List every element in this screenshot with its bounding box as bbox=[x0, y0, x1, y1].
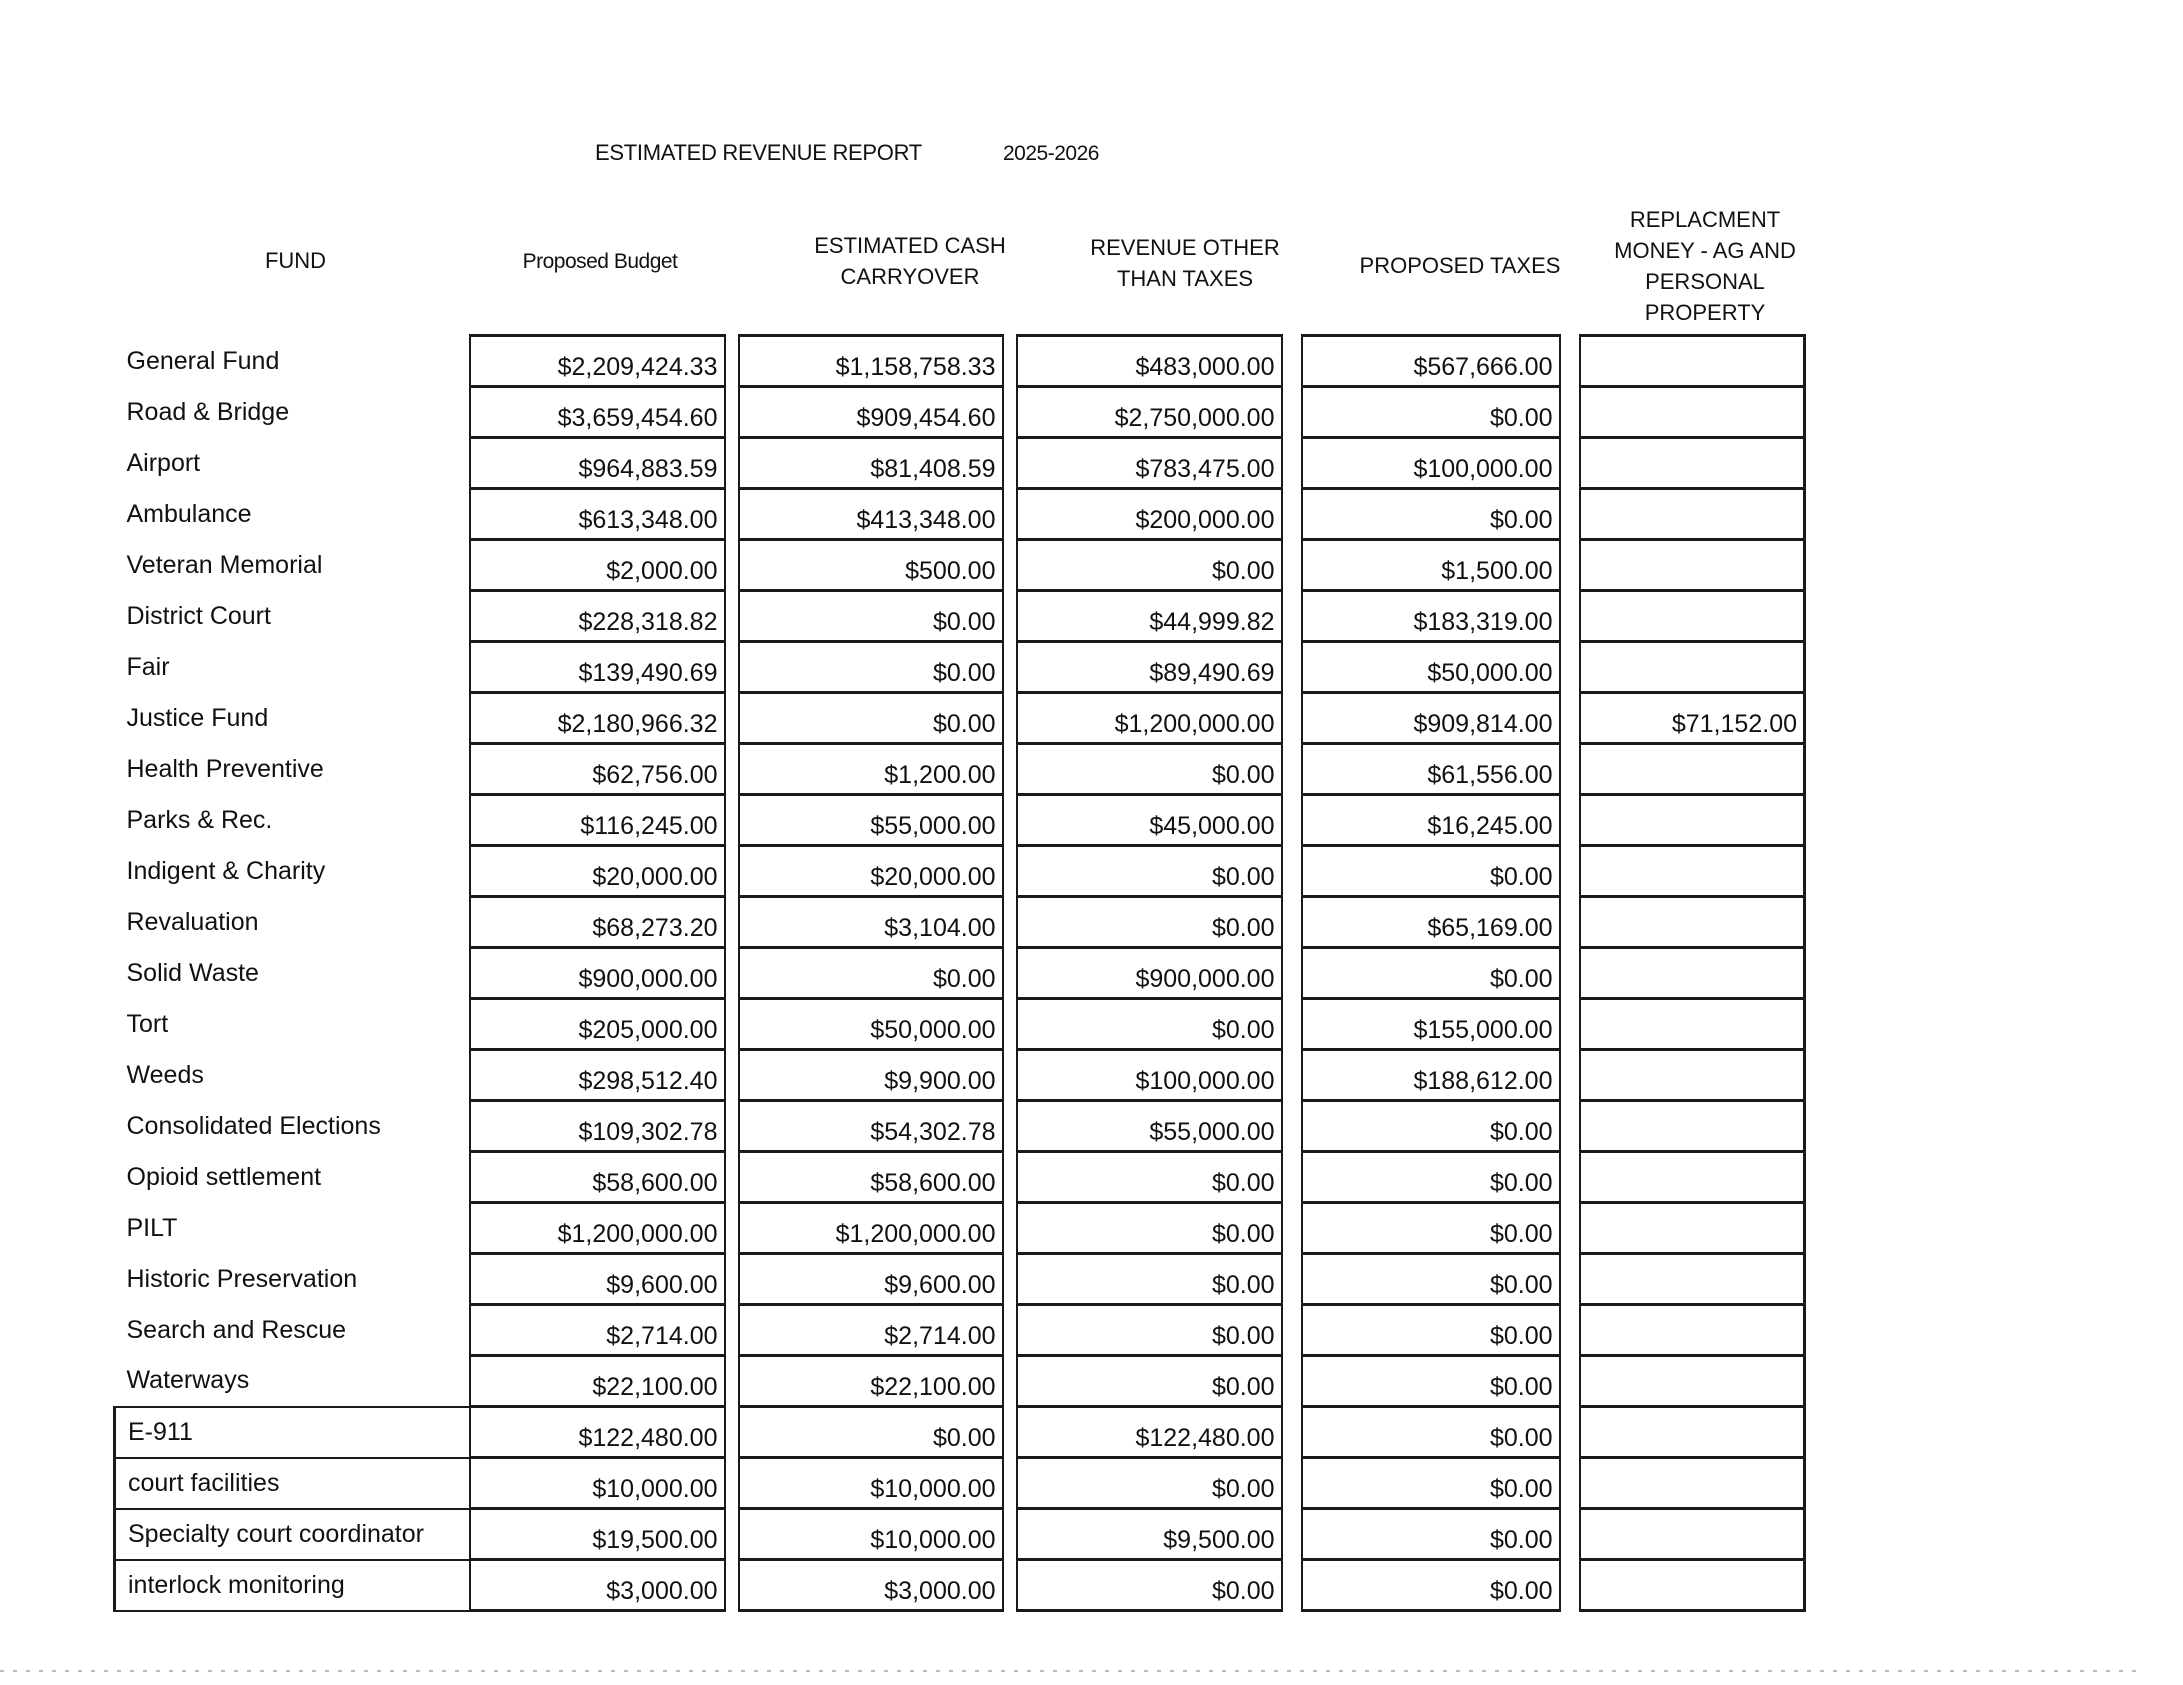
replacement-money-cell bbox=[1580, 540, 1805, 591]
column-gap bbox=[725, 999, 739, 1050]
fiscal-year: 2025-2026 bbox=[1003, 142, 1099, 165]
fund-name-cell: Search and Rescue bbox=[126, 1315, 347, 1344]
column-gap bbox=[1282, 897, 1302, 948]
revenue-other-cell: $0.00 bbox=[1017, 744, 1282, 795]
fund-name-cell: interlock monitoring bbox=[115, 1560, 470, 1611]
proposed-budget-cell: $116,245.00 bbox=[470, 795, 725, 846]
proposed-budget-cell: $122,480.00 bbox=[470, 1407, 725, 1458]
table-row bbox=[115, 1152, 1805, 1203]
table-row bbox=[115, 1050, 1805, 1101]
proposed-taxes-cell: $0.00 bbox=[1302, 1152, 1560, 1203]
cash-carryover-cell: $909,454.60 bbox=[739, 387, 1003, 438]
fund-name-cell: Solid Waste bbox=[126, 958, 259, 987]
revenue-other-cell: $0.00 bbox=[1017, 999, 1282, 1050]
column-gap bbox=[725, 1356, 739, 1407]
column-gap bbox=[1003, 1509, 1017, 1560]
proposed-budget-cell: $298,512.40 bbox=[470, 1050, 725, 1101]
column-gap bbox=[1560, 1407, 1580, 1458]
proposed-budget-cell: $19,500.00 bbox=[470, 1509, 725, 1560]
revenue-other-cell: $0.00 bbox=[1017, 1458, 1282, 1509]
cash-carryover-cell: $10,000.00 bbox=[739, 1509, 1003, 1560]
column-gap bbox=[725, 1101, 739, 1152]
proposed-taxes-cell: $0.00 bbox=[1302, 846, 1560, 897]
column-gap bbox=[725, 540, 739, 591]
column-gap bbox=[725, 1458, 739, 1509]
revenue-other-cell: $0.00 bbox=[1017, 540, 1282, 591]
column-gap bbox=[1003, 1050, 1017, 1101]
column-gap bbox=[1003, 897, 1017, 948]
column-gap bbox=[1560, 1509, 1580, 1560]
column-gap bbox=[1560, 948, 1580, 999]
proposed-taxes-cell: $0.00 bbox=[1302, 1407, 1560, 1458]
proposed-budget-cell: $228,318.82 bbox=[470, 591, 725, 642]
revenue-other-cell: $1,200,000.00 bbox=[1017, 693, 1282, 744]
cash-carryover-cell: $1,158,758.33 bbox=[739, 336, 1003, 387]
column-gap bbox=[1003, 1305, 1017, 1356]
column-gap bbox=[1560, 999, 1580, 1050]
column-gap bbox=[1003, 1101, 1017, 1152]
column-gap bbox=[725, 1254, 739, 1305]
fund-name-cell: Indigent & Charity bbox=[126, 856, 326, 885]
table-row bbox=[115, 999, 1805, 1050]
proposed-budget-cell: $2,209,424.33 bbox=[470, 336, 725, 387]
column-gap bbox=[1282, 1152, 1302, 1203]
table-row bbox=[115, 897, 1805, 948]
table-row bbox=[115, 1407, 1805, 1458]
cash-carryover-cell: $500.00 bbox=[739, 540, 1003, 591]
column-gap bbox=[1560, 897, 1580, 948]
proposed-taxes-cell: $0.00 bbox=[1302, 1356, 1560, 1407]
table-row bbox=[115, 540, 1805, 591]
column-gap bbox=[725, 438, 739, 489]
column-gap bbox=[1282, 540, 1302, 591]
revenue-other-cell: $0.00 bbox=[1017, 1203, 1282, 1254]
table-row bbox=[115, 1458, 1805, 1509]
cash-carryover-cell: $0.00 bbox=[739, 591, 1003, 642]
proposed-taxes-cell: $0.00 bbox=[1302, 1458, 1560, 1509]
proposed-taxes-cell: $0.00 bbox=[1302, 1203, 1560, 1254]
cash-carryover-cell: $81,408.59 bbox=[739, 438, 1003, 489]
cash-carryover-cell: $10,000.00 bbox=[739, 1458, 1003, 1509]
header-replacement-money: REPLACMENT MONEY - AG AND PERSONAL PROPERTY bbox=[1614, 207, 1796, 325]
column-gap bbox=[1003, 642, 1017, 693]
column-gap bbox=[1003, 540, 1017, 591]
column-gap bbox=[1282, 1254, 1302, 1305]
proposed-budget-cell: $2,180,966.32 bbox=[470, 693, 725, 744]
column-gap bbox=[1003, 1203, 1017, 1254]
revenue-other-cell: $200,000.00 bbox=[1017, 489, 1282, 540]
column-gap bbox=[1282, 1407, 1302, 1458]
proposed-taxes-cell: $188,612.00 bbox=[1302, 1050, 1560, 1101]
revenue-other-cell: $0.00 bbox=[1017, 1356, 1282, 1407]
column-gap bbox=[1560, 438, 1580, 489]
replacement-money-cell bbox=[1580, 336, 1805, 387]
cash-carryover-cell: $1,200,000.00 bbox=[739, 1203, 1003, 1254]
proposed-taxes-cell: $0.00 bbox=[1302, 1305, 1560, 1356]
fund-name-cell: Weeds bbox=[126, 1060, 204, 1089]
column-gap bbox=[1282, 336, 1302, 387]
replacement-money-cell bbox=[1580, 795, 1805, 846]
column-gap bbox=[1282, 1458, 1302, 1509]
table-row bbox=[115, 1560, 1805, 1611]
revenue-other-cell: $89,490.69 bbox=[1017, 642, 1282, 693]
table-row bbox=[115, 438, 1805, 489]
column-gap bbox=[725, 1050, 739, 1101]
proposed-budget-cell: $58,600.00 bbox=[470, 1152, 725, 1203]
column-gap bbox=[1282, 642, 1302, 693]
fund-name-cell: District Court bbox=[126, 601, 271, 630]
proposed-taxes-cell: $0.00 bbox=[1302, 1509, 1560, 1560]
column-gap bbox=[725, 1560, 739, 1611]
table-row bbox=[115, 489, 1805, 540]
revenue-other-cell: $483,000.00 bbox=[1017, 336, 1282, 387]
column-gap bbox=[1282, 387, 1302, 438]
cash-carryover-cell: $55,000.00 bbox=[739, 795, 1003, 846]
cash-carryover-cell: $2,714.00 bbox=[739, 1305, 1003, 1356]
column-gap bbox=[1560, 1356, 1580, 1407]
column-gap bbox=[1282, 1203, 1302, 1254]
table-row bbox=[115, 846, 1805, 897]
column-gap bbox=[725, 795, 739, 846]
column-gap bbox=[1282, 1305, 1302, 1356]
proposed-budget-cell: $9,600.00 bbox=[470, 1254, 725, 1305]
column-gap bbox=[725, 1152, 739, 1203]
replacement-money-cell bbox=[1580, 1356, 1805, 1407]
proposed-budget-cell: $205,000.00 bbox=[470, 999, 725, 1050]
replacement-money-cell bbox=[1580, 1407, 1805, 1458]
replacement-money-cell bbox=[1580, 897, 1805, 948]
proposed-taxes-cell: $1,500.00 bbox=[1302, 540, 1560, 591]
proposed-budget-cell: $22,100.00 bbox=[470, 1356, 725, 1407]
revenue-other-cell: $0.00 bbox=[1017, 846, 1282, 897]
revenue-other-cell: $900,000.00 bbox=[1017, 948, 1282, 999]
column-gap bbox=[1560, 1203, 1580, 1254]
column-gap bbox=[1003, 1254, 1017, 1305]
column-gap bbox=[725, 744, 739, 795]
replacement-money-cell bbox=[1580, 1254, 1805, 1305]
fund-name-cell: Ambulance bbox=[126, 499, 252, 528]
column-gap bbox=[1282, 948, 1302, 999]
proposed-taxes-cell: $50,000.00 bbox=[1302, 642, 1560, 693]
revenue-other-cell: $55,000.00 bbox=[1017, 1101, 1282, 1152]
column-gap bbox=[1560, 387, 1580, 438]
column-gap bbox=[1560, 1560, 1580, 1611]
column-gap bbox=[1282, 1560, 1302, 1611]
fund-name-cell: Veteran Memorial bbox=[126, 550, 323, 579]
fund-name-cell: Revaluation bbox=[126, 907, 259, 936]
column-gap bbox=[1003, 1356, 1017, 1407]
column-gap bbox=[1282, 693, 1302, 744]
table-row bbox=[115, 1509, 1805, 1560]
replacement-money-cell bbox=[1580, 438, 1805, 489]
proposed-taxes-cell: $16,245.00 bbox=[1302, 795, 1560, 846]
column-gap bbox=[1560, 540, 1580, 591]
proposed-taxes-cell: $0.00 bbox=[1302, 387, 1560, 438]
column-gap bbox=[1560, 795, 1580, 846]
cash-carryover-cell: $0.00 bbox=[739, 693, 1003, 744]
column-gap bbox=[725, 1407, 739, 1458]
column-gap bbox=[1560, 489, 1580, 540]
cash-carryover-cell: $54,302.78 bbox=[739, 1101, 1003, 1152]
column-gap bbox=[1560, 1305, 1580, 1356]
column-gap bbox=[1003, 1560, 1017, 1611]
fund-name-cell: Waterways bbox=[126, 1366, 250, 1394]
fund-name-cell: Health Preventive bbox=[126, 754, 324, 783]
proposed-taxes-cell: $0.00 bbox=[1302, 1101, 1560, 1152]
fund-name-cell: Fair bbox=[126, 652, 170, 681]
column-gap bbox=[1282, 999, 1302, 1050]
column-gap bbox=[1282, 1509, 1302, 1560]
replacement-money-cell bbox=[1580, 1101, 1805, 1152]
replacement-money-cell bbox=[1580, 387, 1805, 438]
proposed-taxes-cell: $183,319.00 bbox=[1302, 591, 1560, 642]
cash-carryover-cell: $22,100.00 bbox=[739, 1356, 1003, 1407]
table-row bbox=[115, 795, 1805, 846]
column-gap bbox=[1282, 489, 1302, 540]
proposed-budget-cell: $2,000.00 bbox=[470, 540, 725, 591]
table-row bbox=[115, 1203, 1805, 1254]
table-row bbox=[115, 1356, 1805, 1407]
column-gap bbox=[725, 948, 739, 999]
proposed-budget-cell: $964,883.59 bbox=[470, 438, 725, 489]
fund-name-cell: Justice Fund bbox=[126, 703, 269, 732]
header-proposed-taxes: PROPOSED TAXES bbox=[1359, 253, 1561, 278]
proposed-taxes-cell: $0.00 bbox=[1302, 1254, 1560, 1305]
column-gap bbox=[725, 387, 739, 438]
fund-name-cell: Road & Bridge bbox=[126, 397, 290, 426]
column-gap bbox=[725, 1509, 739, 1560]
proposed-budget-cell: $10,000.00 bbox=[470, 1458, 725, 1509]
cash-carryover-cell: $1,200.00 bbox=[739, 744, 1003, 795]
column-gap bbox=[1003, 1458, 1017, 1509]
revenue-table bbox=[113, 334, 1806, 1612]
cash-carryover-cell: $9,600.00 bbox=[739, 1254, 1003, 1305]
column-gap bbox=[725, 336, 739, 387]
column-gap bbox=[1560, 1050, 1580, 1101]
column-gap bbox=[1003, 1407, 1017, 1458]
revenue-other-cell: $2,750,000.00 bbox=[1017, 387, 1282, 438]
revenue-other-cell: $0.00 bbox=[1017, 1152, 1282, 1203]
column-gap bbox=[1282, 1050, 1302, 1101]
column-gap bbox=[1003, 336, 1017, 387]
proposed-taxes-cell: $567,666.00 bbox=[1302, 336, 1560, 387]
proposed-budget-cell: $3,659,454.60 bbox=[470, 387, 725, 438]
proposed-taxes-cell: $65,169.00 bbox=[1302, 897, 1560, 948]
revenue-other-cell: $0.00 bbox=[1017, 1254, 1282, 1305]
replacement-money-cell bbox=[1580, 1305, 1805, 1356]
proposed-budget-cell: $900,000.00 bbox=[470, 948, 725, 999]
replacement-money-cell bbox=[1580, 846, 1805, 897]
header-fund: FUND bbox=[264, 248, 327, 273]
proposed-budget-cell: $1,200,000.00 bbox=[470, 1203, 725, 1254]
cash-carryover-cell: $9,900.00 bbox=[739, 1050, 1003, 1101]
proposed-taxes-cell: $0.00 bbox=[1302, 1560, 1560, 1611]
column-gap bbox=[725, 1305, 739, 1356]
table-row bbox=[115, 387, 1805, 438]
column-gap bbox=[1560, 1254, 1580, 1305]
column-gap bbox=[1003, 999, 1017, 1050]
proposed-budget-cell: $2,714.00 bbox=[470, 1305, 725, 1356]
fund-name-cell: Airport bbox=[126, 448, 201, 477]
table-row bbox=[115, 591, 1805, 642]
revenue-other-cell: $0.00 bbox=[1017, 1305, 1282, 1356]
column-gap bbox=[1282, 591, 1302, 642]
replacement-money-cell bbox=[1580, 999, 1805, 1050]
cash-carryover-cell: $413,348.00 bbox=[739, 489, 1003, 540]
revenue-other-cell: $122,480.00 bbox=[1017, 1407, 1282, 1458]
column-gap bbox=[1282, 846, 1302, 897]
fund-name-cell: Historic Preservation bbox=[126, 1264, 358, 1293]
column-gap bbox=[1560, 1101, 1580, 1152]
column-gap bbox=[1003, 1152, 1017, 1203]
fund-name-cell: Specialty court coordinator bbox=[115, 1509, 470, 1560]
table-row bbox=[115, 744, 1805, 795]
replacement-money-cell bbox=[1580, 1050, 1805, 1101]
replacement-money-cell bbox=[1580, 744, 1805, 795]
fund-name-cell: court facilities bbox=[115, 1458, 470, 1509]
header-revenue-other: REVENUE OTHER THAN TAXES bbox=[1090, 235, 1280, 291]
proposed-budget-cell: $109,302.78 bbox=[470, 1101, 725, 1152]
column-gap bbox=[1560, 1458, 1580, 1509]
replacement-money-cell: $71,152.00 bbox=[1580, 693, 1805, 744]
column-gap bbox=[725, 642, 739, 693]
header-cash-carryover: ESTIMATED CASH CARRYOVER bbox=[814, 233, 1006, 289]
column-gap bbox=[1560, 336, 1580, 387]
column-gap bbox=[1560, 744, 1580, 795]
column-gap bbox=[725, 846, 739, 897]
cash-carryover-cell: $20,000.00 bbox=[739, 846, 1003, 897]
column-gap bbox=[1003, 438, 1017, 489]
proposed-taxes-cell: $0.00 bbox=[1302, 948, 1560, 999]
table-row bbox=[115, 1305, 1805, 1356]
replacement-money-cell bbox=[1580, 1203, 1805, 1254]
column-gap bbox=[1003, 387, 1017, 438]
column-gap bbox=[1003, 693, 1017, 744]
scan-artifact-divider bbox=[0, 1670, 2140, 1672]
replacement-money-cell bbox=[1580, 1458, 1805, 1509]
fund-name-cell: Tort bbox=[126, 1009, 169, 1038]
fund-name-cell: General Fund bbox=[126, 346, 280, 375]
table-row bbox=[115, 693, 1805, 744]
column-gap bbox=[1282, 438, 1302, 489]
column-gap bbox=[1560, 846, 1580, 897]
proposed-budget-cell: $68,273.20 bbox=[470, 897, 725, 948]
revenue-other-cell: $45,000.00 bbox=[1017, 795, 1282, 846]
column-gap bbox=[725, 693, 739, 744]
column-gap bbox=[1003, 795, 1017, 846]
fund-name-cell: E-911 bbox=[115, 1407, 470, 1458]
replacement-money-cell bbox=[1580, 1560, 1805, 1611]
cash-carryover-cell: $0.00 bbox=[739, 1407, 1003, 1458]
column-gap bbox=[1003, 846, 1017, 897]
table-row bbox=[115, 1254, 1805, 1305]
proposed-budget-cell: $3,000.00 bbox=[470, 1560, 725, 1611]
fund-name-cell: Opioid settlement bbox=[126, 1162, 322, 1191]
cash-carryover-cell: $3,000.00 bbox=[739, 1560, 1003, 1611]
revenue-other-cell: $44,999.82 bbox=[1017, 591, 1282, 642]
revenue-other-cell: $0.00 bbox=[1017, 897, 1282, 948]
column-gap bbox=[1003, 591, 1017, 642]
column-gap bbox=[1282, 1101, 1302, 1152]
table-row bbox=[115, 1101, 1805, 1152]
column-gap bbox=[1003, 489, 1017, 540]
fund-name-cell: PILT bbox=[126, 1213, 178, 1242]
header-proposed-budget: Proposed Budget bbox=[522, 250, 678, 273]
column-gap bbox=[1282, 744, 1302, 795]
column-gap bbox=[725, 1203, 739, 1254]
column-gap bbox=[1560, 693, 1580, 744]
cash-carryover-cell: $50,000.00 bbox=[739, 999, 1003, 1050]
column-gap bbox=[1560, 1152, 1580, 1203]
column-gap bbox=[725, 897, 739, 948]
cash-carryover-cell: $58,600.00 bbox=[739, 1152, 1003, 1203]
proposed-taxes-cell: $61,556.00 bbox=[1302, 744, 1560, 795]
proposed-taxes-cell: $909,814.00 bbox=[1302, 693, 1560, 744]
column-gap bbox=[1282, 795, 1302, 846]
column-gap bbox=[1560, 591, 1580, 642]
replacement-money-cell bbox=[1580, 591, 1805, 642]
table-row bbox=[115, 948, 1805, 999]
revenue-other-cell: $783,475.00 bbox=[1017, 438, 1282, 489]
revenue-other-cell: $100,000.00 bbox=[1017, 1050, 1282, 1101]
column-gap bbox=[725, 591, 739, 642]
cash-carryover-cell: $3,104.00 bbox=[739, 897, 1003, 948]
proposed-budget-cell: $20,000.00 bbox=[470, 846, 725, 897]
revenue-other-cell: $0.00 bbox=[1017, 1560, 1282, 1611]
replacement-money-cell bbox=[1580, 489, 1805, 540]
column-gap bbox=[1560, 642, 1580, 693]
proposed-taxes-cell: $100,000.00 bbox=[1302, 438, 1560, 489]
column-gap bbox=[725, 489, 739, 540]
fund-name-cell: Parks & Rec. bbox=[126, 805, 273, 834]
proposed-budget-cell: $62,756.00 bbox=[470, 744, 725, 795]
proposed-taxes-cell: $155,000.00 bbox=[1302, 999, 1560, 1050]
column-gap bbox=[1003, 948, 1017, 999]
fund-name-cell: Consolidated Elections bbox=[126, 1111, 381, 1140]
revenue-other-cell: $9,500.00 bbox=[1017, 1509, 1282, 1560]
proposed-taxes-cell: $0.00 bbox=[1302, 489, 1560, 540]
table-row bbox=[115, 336, 1805, 387]
proposed-budget-cell: $139,490.69 bbox=[470, 642, 725, 693]
column-gap bbox=[1282, 1356, 1302, 1407]
proposed-budget-cell: $613,348.00 bbox=[470, 489, 725, 540]
table-row bbox=[115, 642, 1805, 693]
replacement-money-cell bbox=[1580, 642, 1805, 693]
cash-carryover-cell: $0.00 bbox=[739, 948, 1003, 999]
column-gap bbox=[1003, 744, 1017, 795]
replacement-money-cell bbox=[1580, 1152, 1805, 1203]
replacement-money-cell bbox=[1580, 948, 1805, 999]
report-title: ESTIMATED REVENUE REPORT bbox=[595, 140, 922, 165]
cash-carryover-cell: $0.00 bbox=[739, 642, 1003, 693]
replacement-money-cell bbox=[1580, 1509, 1805, 1560]
